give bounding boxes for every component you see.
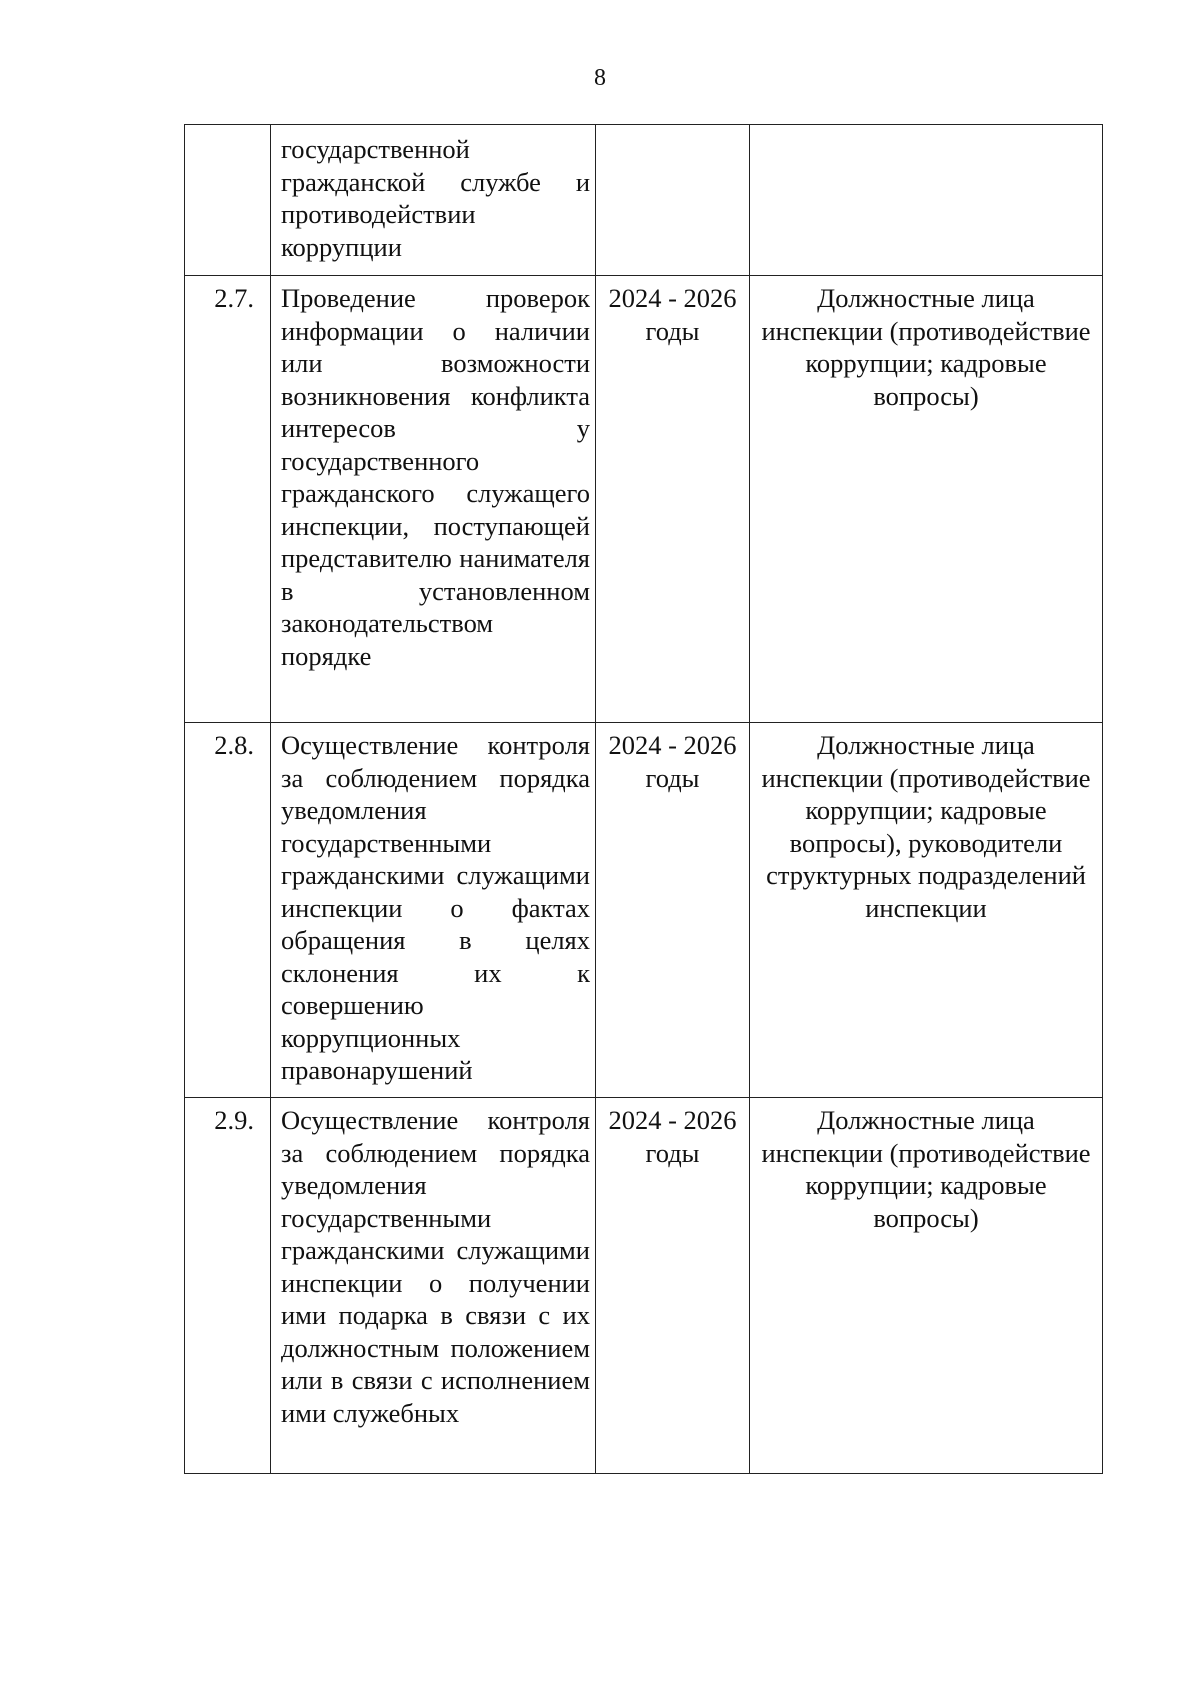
table-row xyxy=(185,1098,1103,1474)
row-number-cell: 2.8. xyxy=(185,723,271,1098)
table-row xyxy=(185,723,1103,1098)
action-cell xyxy=(271,1098,596,1474)
period-cell: 2024 - 2026 годы xyxy=(596,276,750,723)
action-cell xyxy=(271,723,596,1098)
action-text: Осуществление контроля за соблюдением порядка уведомления государственными гражданскими служащими инспекции о фактах обращения в целях склонения их к совершению коррупционных правонарушений xyxy=(281,730,590,1085)
row-number-cell: 2.7. xyxy=(185,276,271,723)
responsible-cell xyxy=(750,125,1103,276)
period-cell: 2024 - 2026 годы xyxy=(596,1098,750,1474)
responsible-cell: Должностные лица инспекции (противодействие коррупции; кадровые вопросы) xyxy=(750,1098,1103,1474)
action-cell xyxy=(271,125,596,276)
responsible-cell: Должностные лица инспекции (противодействие коррупции; кадровые вопросы) xyxy=(750,276,1103,723)
page-number: 8 xyxy=(594,65,606,91)
action-cell xyxy=(271,276,596,723)
table-row-continuation xyxy=(185,125,1103,276)
period-cell: 2024 - 2026 годы xyxy=(596,723,750,1098)
action-plan-table xyxy=(184,124,1103,1474)
action-text: Проведение проверок информации о наличии или возможности возникновения конфликта интересов у государственного гражданского служащего инспекции, поступающей представителю нанимателя в установленном законодательством порядке xyxy=(281,283,590,671)
action-text: государственной гражданской службе и противодействии коррупции xyxy=(281,134,590,262)
table-row xyxy=(185,276,1103,723)
action-text: Осуществление контроля за соблюдением порядка уведомления государственными гражданскими служащими инспекции о получении ими подарка в связи с их должностным положением или в связи с исполнением ими служебных xyxy=(281,1105,590,1428)
row-number-cell xyxy=(185,125,271,276)
row-number-cell: 2.9. xyxy=(185,1098,271,1474)
period-cell xyxy=(596,125,750,276)
responsible-cell: Должностные лица инспекции (противодействие коррупции; кадровые вопросы), руководители структурных подразделений инспекции xyxy=(750,723,1103,1098)
